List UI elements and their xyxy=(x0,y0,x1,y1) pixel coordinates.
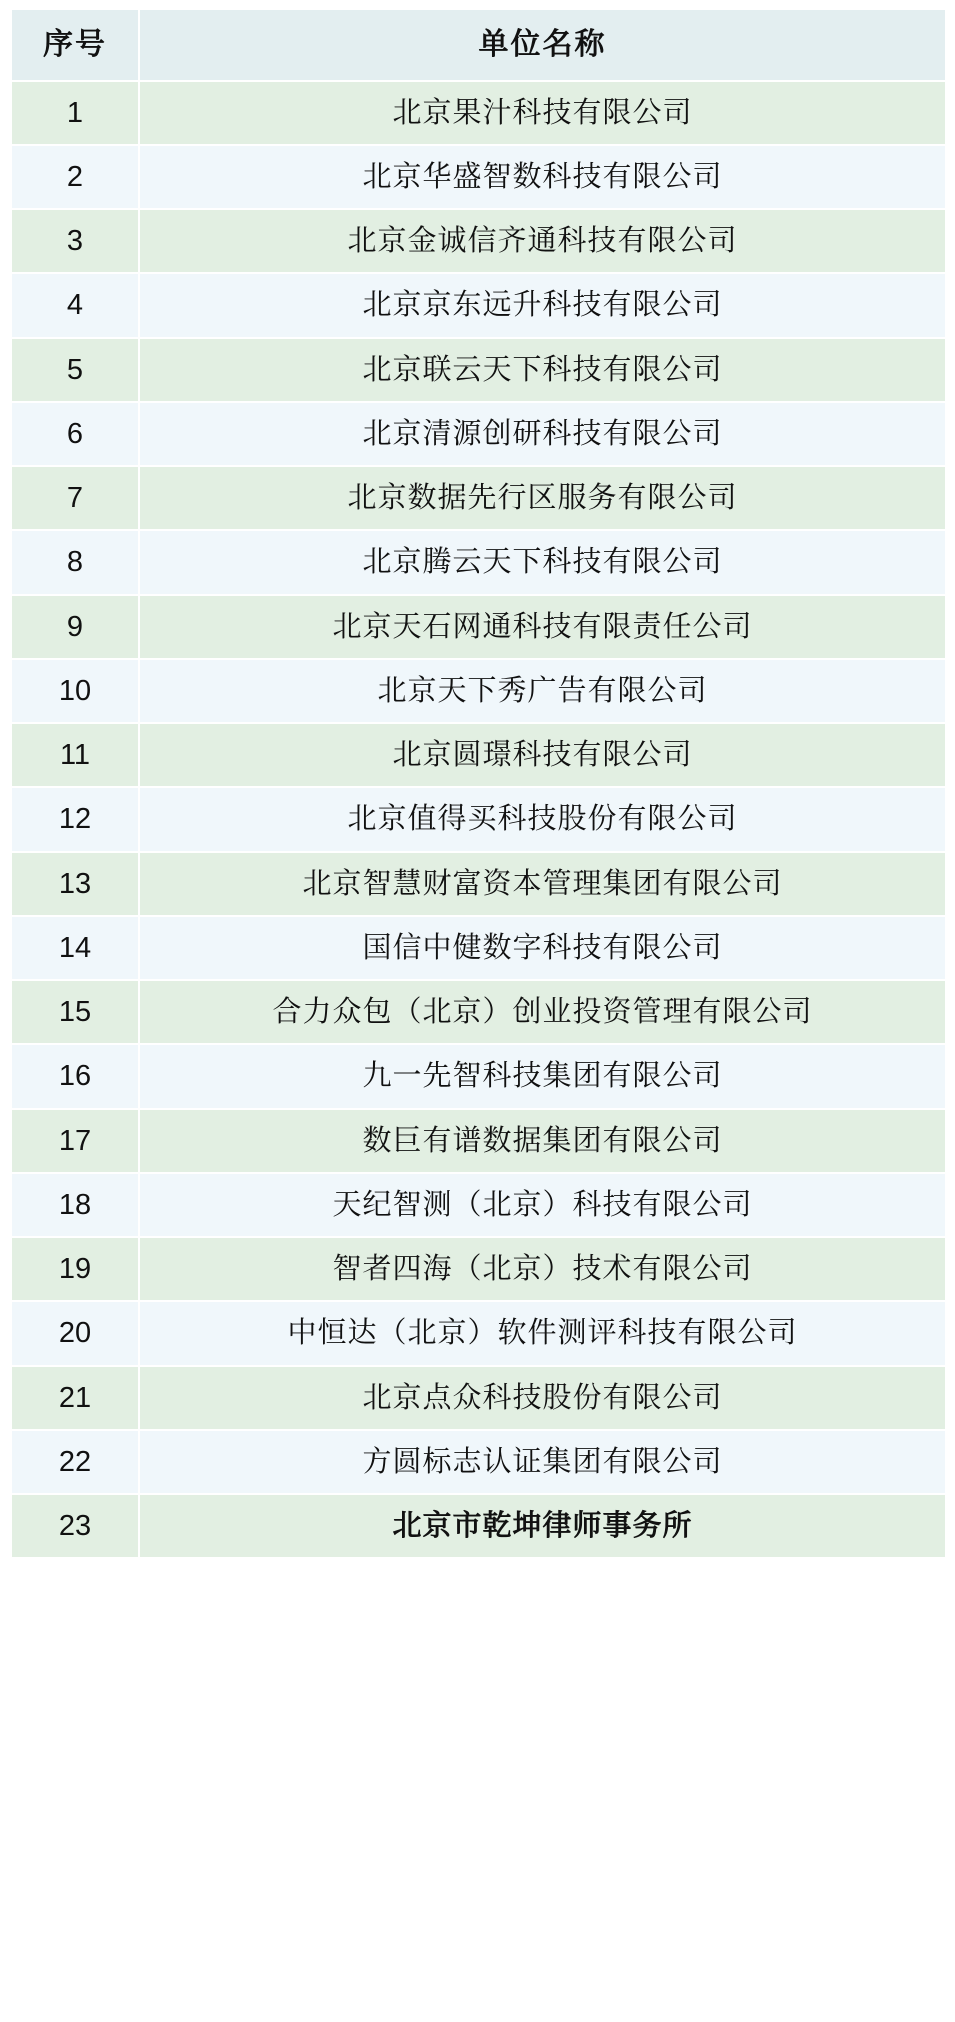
cell-unit-name: 北京腾云天下科技有限公司 xyxy=(139,530,946,594)
table-row xyxy=(11,1173,946,1237)
cell-seq: 20 xyxy=(11,1301,139,1365)
cell-unit-name: 天纪智测（北京）科技有限公司 xyxy=(139,1173,946,1237)
cell-unit-name: 国信中健数字科技有限公司 xyxy=(139,916,946,980)
table-row xyxy=(11,787,946,851)
cell-seq: 4 xyxy=(11,273,139,337)
cell-seq: 1 xyxy=(11,81,139,145)
cell-unit-name: 北京点众科技股份有限公司 xyxy=(139,1366,946,1430)
table-row xyxy=(11,1494,946,1558)
table-row xyxy=(11,980,946,1044)
table-row xyxy=(11,1237,946,1301)
table-row xyxy=(11,1366,946,1430)
table-row xyxy=(11,1301,946,1365)
cell-unit-name: 方圆标志认证集团有限公司 xyxy=(139,1430,946,1494)
table-row xyxy=(11,402,946,466)
cell-seq: 7 xyxy=(11,466,139,530)
cell-seq: 13 xyxy=(11,852,139,916)
column-header-name: 单位名称 xyxy=(139,9,946,81)
cell-unit-name: 北京天下秀广告有限公司 xyxy=(139,659,946,723)
cell-seq: 16 xyxy=(11,1044,139,1108)
table-row xyxy=(11,852,946,916)
table-row xyxy=(11,595,946,659)
table-row xyxy=(11,530,946,594)
table-header-row xyxy=(11,9,946,81)
table-row xyxy=(11,81,946,145)
cell-seq: 14 xyxy=(11,916,139,980)
cell-unit-name: 中恒达（北京）软件测评科技有限公司 xyxy=(139,1301,946,1365)
table-row xyxy=(11,1109,946,1173)
column-header-seq: 序号 xyxy=(11,9,139,81)
table-row xyxy=(11,659,946,723)
table-row xyxy=(11,1430,946,1494)
cell-unit-name: 北京圆璟科技有限公司 xyxy=(139,723,946,787)
cell-seq: 5 xyxy=(11,338,139,402)
cell-seq: 23 xyxy=(11,1494,139,1558)
cell-seq: 8 xyxy=(11,530,139,594)
cell-unit-name: 北京果汁科技有限公司 xyxy=(139,81,946,145)
cell-unit-name: 北京京东远升科技有限公司 xyxy=(139,273,946,337)
cell-unit-name: 数巨有谱数据集团有限公司 xyxy=(139,1109,946,1173)
table-row xyxy=(11,723,946,787)
cell-unit-name: 九一先智科技集团有限公司 xyxy=(139,1044,946,1108)
cell-seq: 3 xyxy=(11,209,139,273)
cell-seq: 19 xyxy=(11,1237,139,1301)
cell-seq: 17 xyxy=(11,1109,139,1173)
cell-unit-name: 北京智慧财富资本管理集团有限公司 xyxy=(139,852,946,916)
table-row xyxy=(11,338,946,402)
table-body xyxy=(11,81,946,1559)
cell-unit-name: 北京市乾坤律师事务所 xyxy=(139,1494,946,1558)
cell-unit-name: 北京值得买科技股份有限公司 xyxy=(139,787,946,851)
cell-unit-name: 北京天石网通科技有限责任公司 xyxy=(139,595,946,659)
cell-unit-name: 北京金诚信齐通科技有限公司 xyxy=(139,209,946,273)
unit-list-table xyxy=(10,8,947,1559)
cell-unit-name: 智者四海（北京）技术有限公司 xyxy=(139,1237,946,1301)
cell-seq: 2 xyxy=(11,145,139,209)
cell-unit-name: 北京联云天下科技有限公司 xyxy=(139,338,946,402)
cell-seq: 11 xyxy=(11,723,139,787)
table-row xyxy=(11,1044,946,1108)
cell-seq: 12 xyxy=(11,787,139,851)
table-row xyxy=(11,916,946,980)
cell-seq: 22 xyxy=(11,1430,139,1494)
table-row xyxy=(11,273,946,337)
cell-seq: 6 xyxy=(11,402,139,466)
cell-unit-name: 北京清源创研科技有限公司 xyxy=(139,402,946,466)
cell-seq: 21 xyxy=(11,1366,139,1430)
table-header xyxy=(11,9,946,81)
table-row xyxy=(11,145,946,209)
cell-unit-name: 北京数据先行区服务有限公司 xyxy=(139,466,946,530)
cell-seq: 18 xyxy=(11,1173,139,1237)
cell-seq: 10 xyxy=(11,659,139,723)
table-row xyxy=(11,466,946,530)
table-row xyxy=(11,209,946,273)
cell-unit-name: 合力众包（北京）创业投资管理有限公司 xyxy=(139,980,946,1044)
cell-seq: 9 xyxy=(11,595,139,659)
cell-seq: 15 xyxy=(11,980,139,1044)
cell-unit-name: 北京华盛智数科技有限公司 xyxy=(139,145,946,209)
